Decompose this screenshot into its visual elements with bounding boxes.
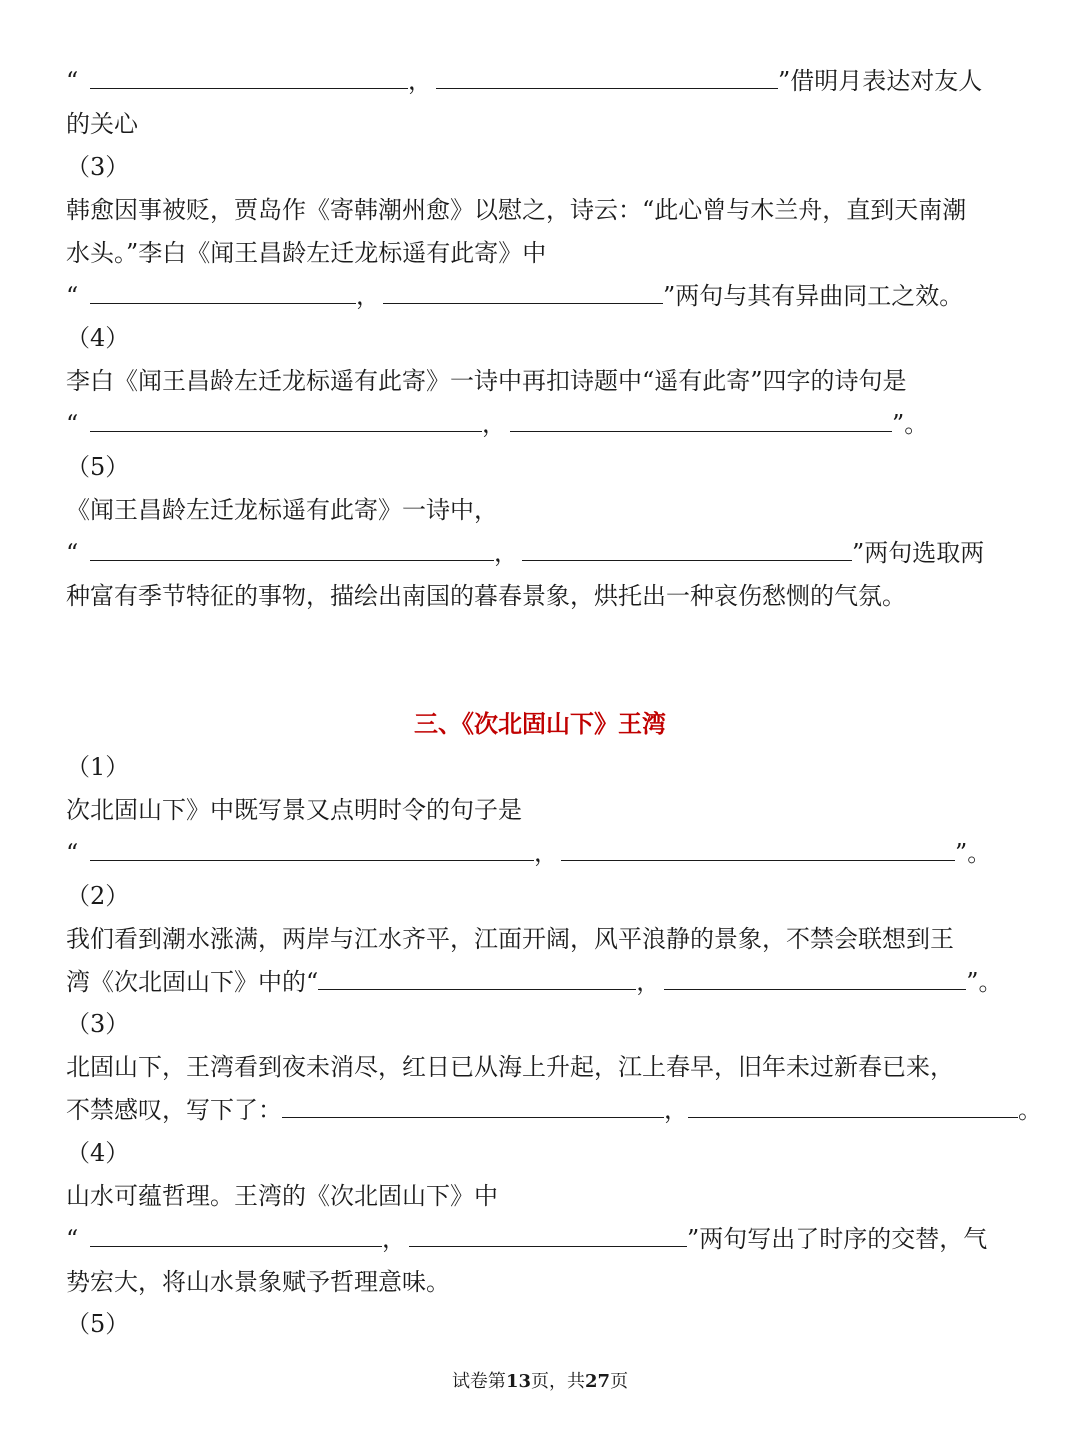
page-footer: 试卷第13页，共27页 bbox=[451, 1371, 629, 1392]
s2-q4-blank-line: “ ， ”。 bbox=[66, 410, 929, 438]
answer-blank[interactable] bbox=[664, 967, 966, 990]
answer-blank[interactable] bbox=[282, 1095, 664, 1118]
s2-q2-text: 的关心 bbox=[66, 110, 138, 138]
answer-blank[interactable] bbox=[318, 967, 636, 990]
s3-q3-number: （3） bbox=[66, 1010, 130, 1038]
s2-q3-number: （3） bbox=[66, 153, 130, 181]
s2-q4-number: （4） bbox=[66, 324, 130, 352]
s3-q1-number: （1） bbox=[66, 753, 130, 781]
s3-q4-text: 山水可蕴哲理。王湾的《次北固山下》中 bbox=[66, 1182, 498, 1210]
s3-q2-number: （2） bbox=[66, 882, 130, 910]
s2-q3-text: 水头。”李白《闻王昌龄左迁龙标遥有此寄》中 bbox=[66, 239, 547, 267]
answer-blank[interactable] bbox=[409, 1224, 687, 1247]
answer-blank[interactable] bbox=[90, 1224, 382, 1247]
answer-blank[interactable] bbox=[90, 538, 494, 561]
s2-q4-text: 李白《闻王昌龄左迁龙标遥有此寄》一诗中再扣诗题中“遥有此寄”四字的诗句是 bbox=[66, 367, 907, 395]
answer-blank[interactable] bbox=[90, 281, 356, 304]
s2-q5-text: 《闻王昌龄左迁龙标遥有此寄》一诗中， bbox=[66, 496, 498, 524]
s3-q5-number: （5） bbox=[66, 1310, 130, 1338]
answer-blank[interactable] bbox=[688, 1095, 1018, 1118]
answer-blank[interactable] bbox=[510, 409, 892, 432]
answer-blank[interactable] bbox=[436, 66, 778, 89]
answer-blank[interactable] bbox=[383, 281, 663, 304]
s3-q4-number: （4） bbox=[66, 1139, 130, 1167]
answer-blank[interactable] bbox=[90, 66, 408, 89]
answer-blank[interactable] bbox=[90, 409, 482, 432]
s2-q2-blank-line: “ ， ”借明月表达对友人 bbox=[66, 67, 983, 95]
total-page-number: 27 bbox=[585, 1371, 611, 1392]
s3-q4-text: 势宏大，将山水景象赋予哲理意味。 bbox=[66, 1268, 450, 1296]
s3-q2-text: 我们看到潮水涨满，两岸与江水齐平，江面开阔，风平浪静的景象，不禁会联想到王 bbox=[66, 925, 954, 953]
s3-q3-blank-line: 不禁感叹，写下了： ， 。 bbox=[66, 1096, 1042, 1124]
s3-q1-text: 次北固山下》中既写景又点明时令的句子是 bbox=[66, 796, 522, 824]
current-page-number: 13 bbox=[505, 1371, 531, 1392]
s2-q3-text: 韩愈因事被贬，贾岛作《寄韩潮州愈》以慰之，诗云：“此心曾与木兰舟，直到天南潮 bbox=[66, 196, 967, 224]
section-title: 三、《次北固山下》王湾 bbox=[414, 709, 666, 738]
answer-blank[interactable] bbox=[90, 838, 534, 861]
answer-blank[interactable] bbox=[522, 538, 852, 561]
answer-blank[interactable] bbox=[561, 838, 955, 861]
s3-q3-text: 北固山下，王湾看到夜未消尽，红日已从海上升起，江上春早，旧年未过新春已来， bbox=[66, 1053, 954, 1081]
s3-q2-blank-line: 湾《次北固山下》中的“ ， ”。 bbox=[66, 968, 1003, 996]
s3-q4-blank-line: “ ， ”两句写出了时序的交替，气 bbox=[66, 1225, 988, 1253]
s2-q5-text: 种富有季节特征的事物，描绘出南国的暮春景象，烘托出一种哀伤愁恻的气氛。 bbox=[66, 582, 906, 610]
s2-q5-blank-line: “ ， ”两句选取两 bbox=[66, 539, 985, 567]
s2-q3-blank-line: “ ， ”两句与其有异曲同工之效。 bbox=[66, 282, 964, 310]
s3-q1-blank-line: “ ， ”。 bbox=[66, 839, 992, 867]
s2-q5-number: （5） bbox=[66, 453, 130, 481]
